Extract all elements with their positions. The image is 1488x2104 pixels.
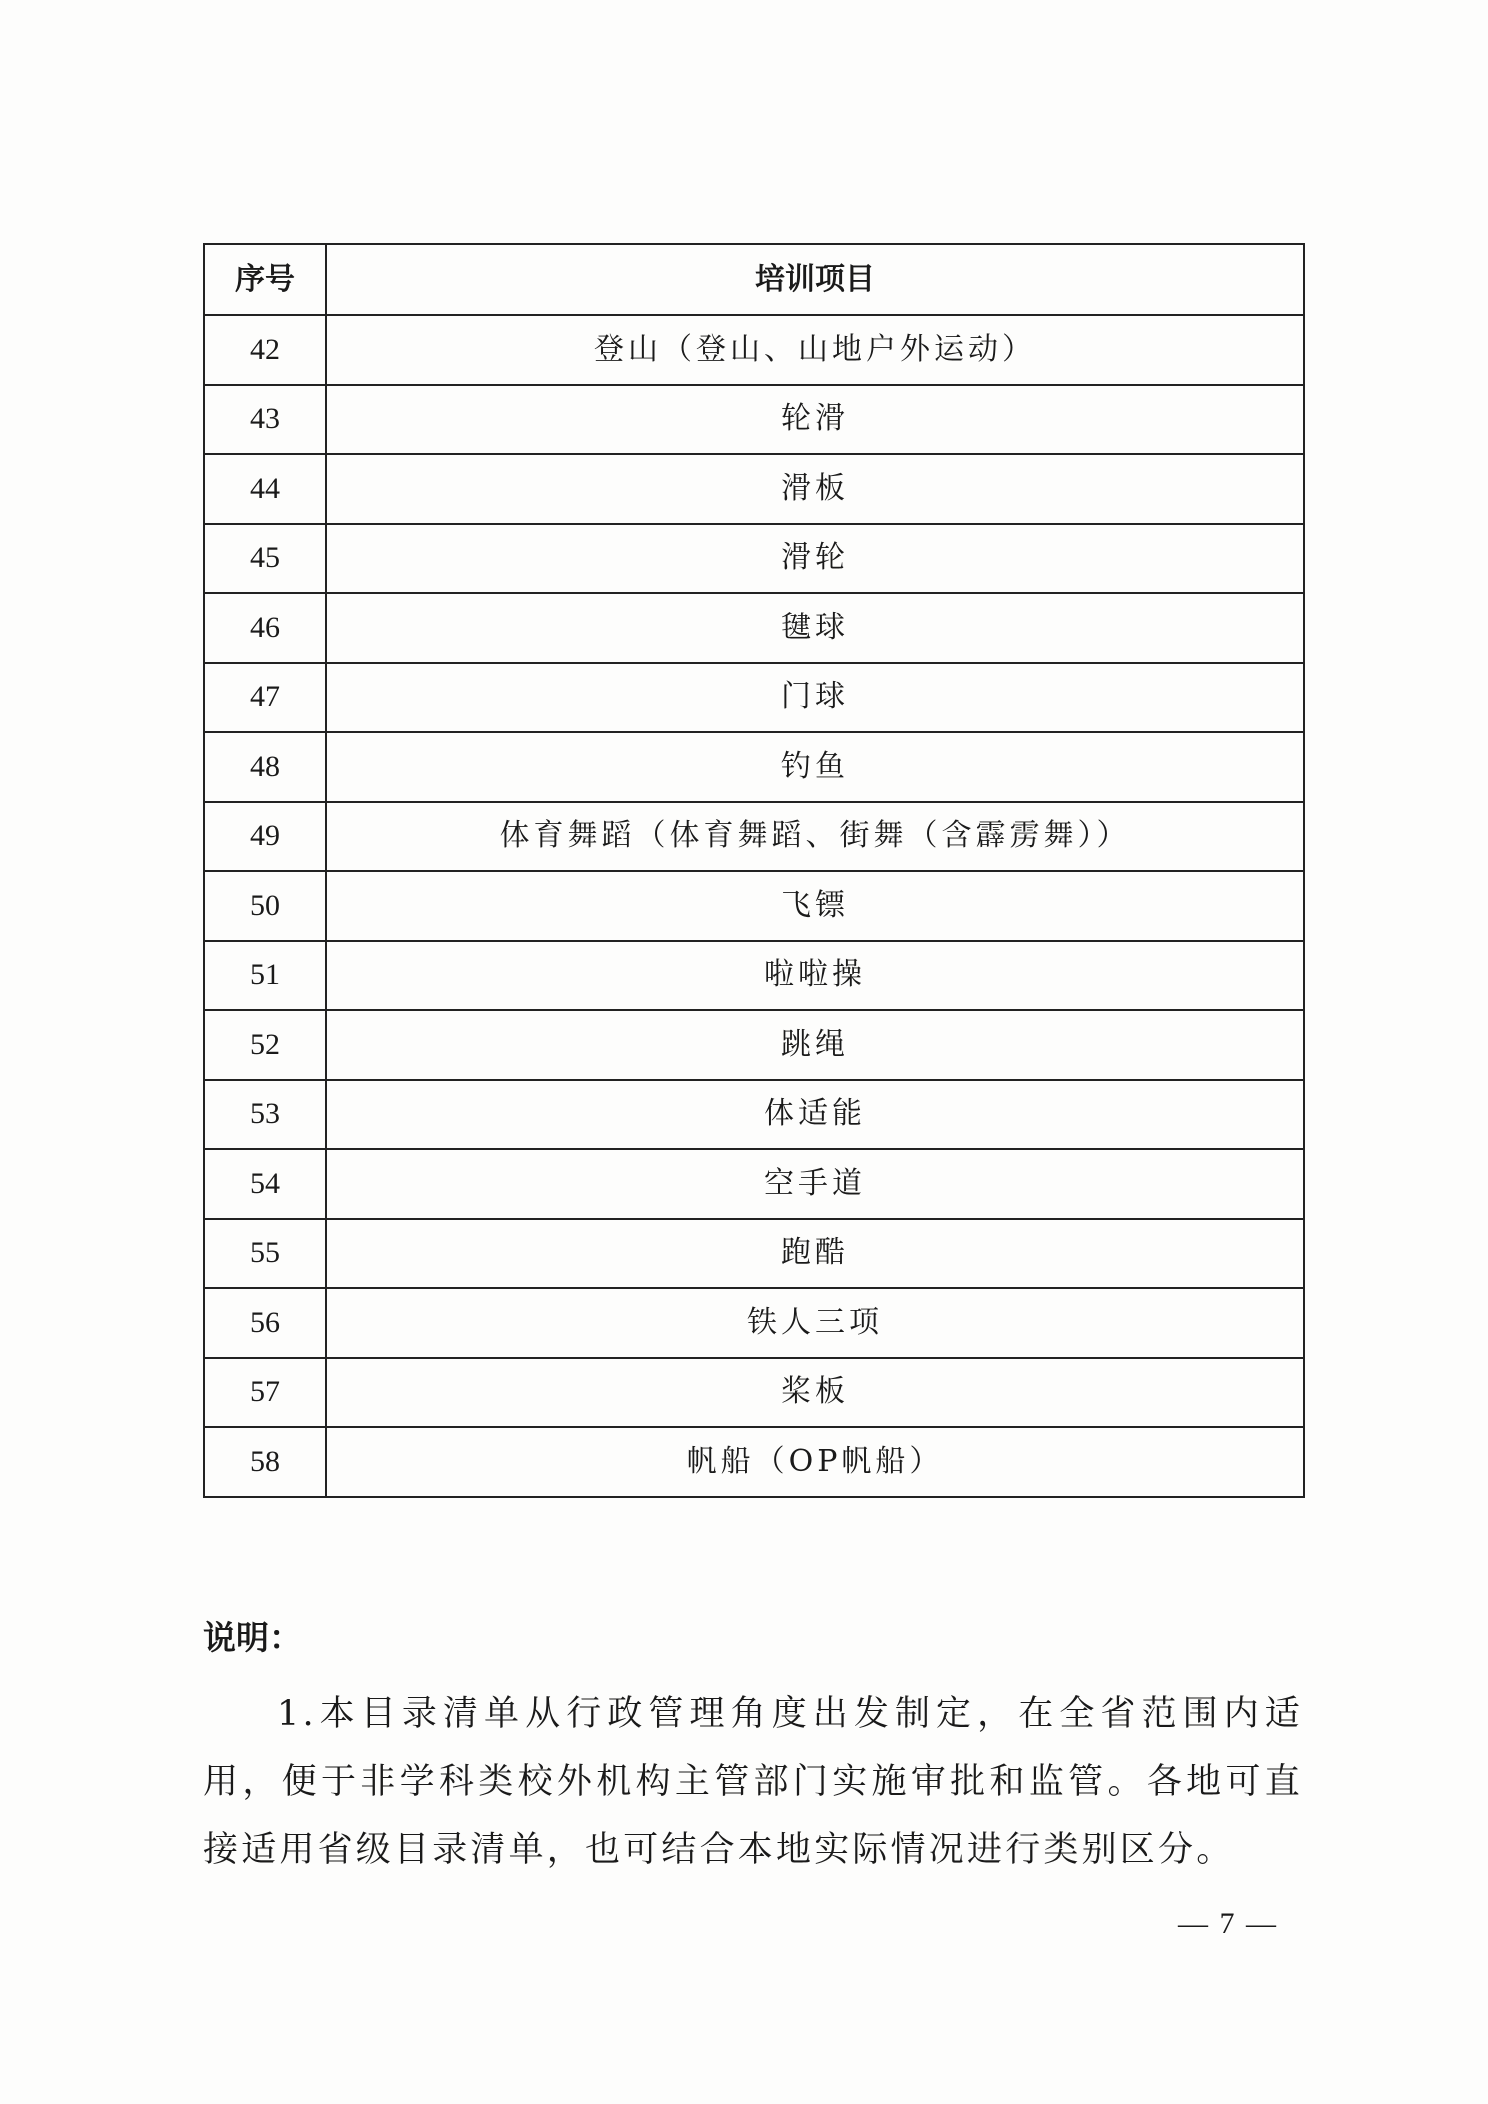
page-number: — 7 —	[1178, 1907, 1278, 1940]
table-row	[204, 593, 1304, 663]
row-index: 58	[204, 1427, 326, 1497]
training-catalog-table	[203, 243, 1305, 1498]
table-row	[204, 454, 1304, 524]
row-index: 55	[204, 1219, 326, 1289]
row-training-item: 毽球	[326, 593, 1304, 663]
row-training-item: 空手道	[326, 1149, 1304, 1219]
row-training-item: 跳绳	[326, 1010, 1304, 1080]
row-index: 42	[204, 315, 326, 385]
row-index: 46	[204, 593, 326, 663]
row-training-item: 滑轮	[326, 524, 1304, 594]
row-training-item: 铁人三项	[326, 1288, 1304, 1358]
header-training-item: 培训项目	[326, 244, 1304, 315]
table-row	[204, 802, 1304, 872]
row-training-item: 钓鱼	[326, 732, 1304, 802]
row-index: 44	[204, 454, 326, 524]
table-row	[204, 385, 1304, 455]
notes-paragraph: 1.本目录清单从行政管理角度出发制定，在全省范围内适用，便于非学科类校外机构主管部门实施审批和监管。各地可直接适用省级目录清单，也可结合本地实际情况进行类别区分。	[203, 1694, 1303, 1870]
table-row	[204, 1358, 1304, 1428]
row-index: 45	[204, 524, 326, 594]
row-index: 57	[204, 1358, 326, 1428]
row-training-item: 门球	[326, 663, 1304, 733]
table-row	[204, 1288, 1304, 1358]
row-index: 52	[204, 1010, 326, 1080]
row-index: 47	[204, 663, 326, 733]
row-index: 50	[204, 871, 326, 941]
row-training-item: 飞镖	[326, 871, 1304, 941]
row-training-item: 登山（登山、山地户外运动）	[326, 315, 1304, 385]
table-row	[204, 315, 1304, 385]
row-training-item: 帆船（OP帆船）	[326, 1427, 1304, 1497]
row-index: 43	[204, 385, 326, 455]
row-training-item: 体适能	[326, 1080, 1304, 1150]
notes-heading: 说明：	[203, 1618, 302, 1657]
table-header-row	[204, 244, 1304, 315]
row-index: 53	[204, 1080, 326, 1150]
header-index: 序号	[204, 244, 326, 315]
table-row	[204, 1427, 1304, 1497]
table-row	[204, 732, 1304, 802]
table-row	[204, 941, 1304, 1011]
row-index: 51	[204, 941, 326, 1011]
row-training-item: 轮滑	[326, 385, 1304, 455]
row-training-item: 啦啦操	[326, 941, 1304, 1011]
row-training-item: 滑板	[326, 454, 1304, 524]
table-row	[204, 1149, 1304, 1219]
table-row	[204, 1010, 1304, 1080]
row-index: 49	[204, 802, 326, 872]
row-index: 56	[204, 1288, 326, 1358]
row-training-item: 桨板	[326, 1358, 1304, 1428]
row-training-item: 体育舞蹈（体育舞蹈、街舞（含霹雳舞））	[326, 802, 1304, 872]
table-row	[204, 1219, 1304, 1289]
row-training-item: 跑酷	[326, 1219, 1304, 1289]
table-row	[204, 871, 1304, 941]
table-row	[204, 524, 1304, 594]
row-index: 48	[204, 732, 326, 802]
row-index: 54	[204, 1149, 326, 1219]
table-row	[204, 663, 1304, 733]
table-row	[204, 1080, 1304, 1150]
